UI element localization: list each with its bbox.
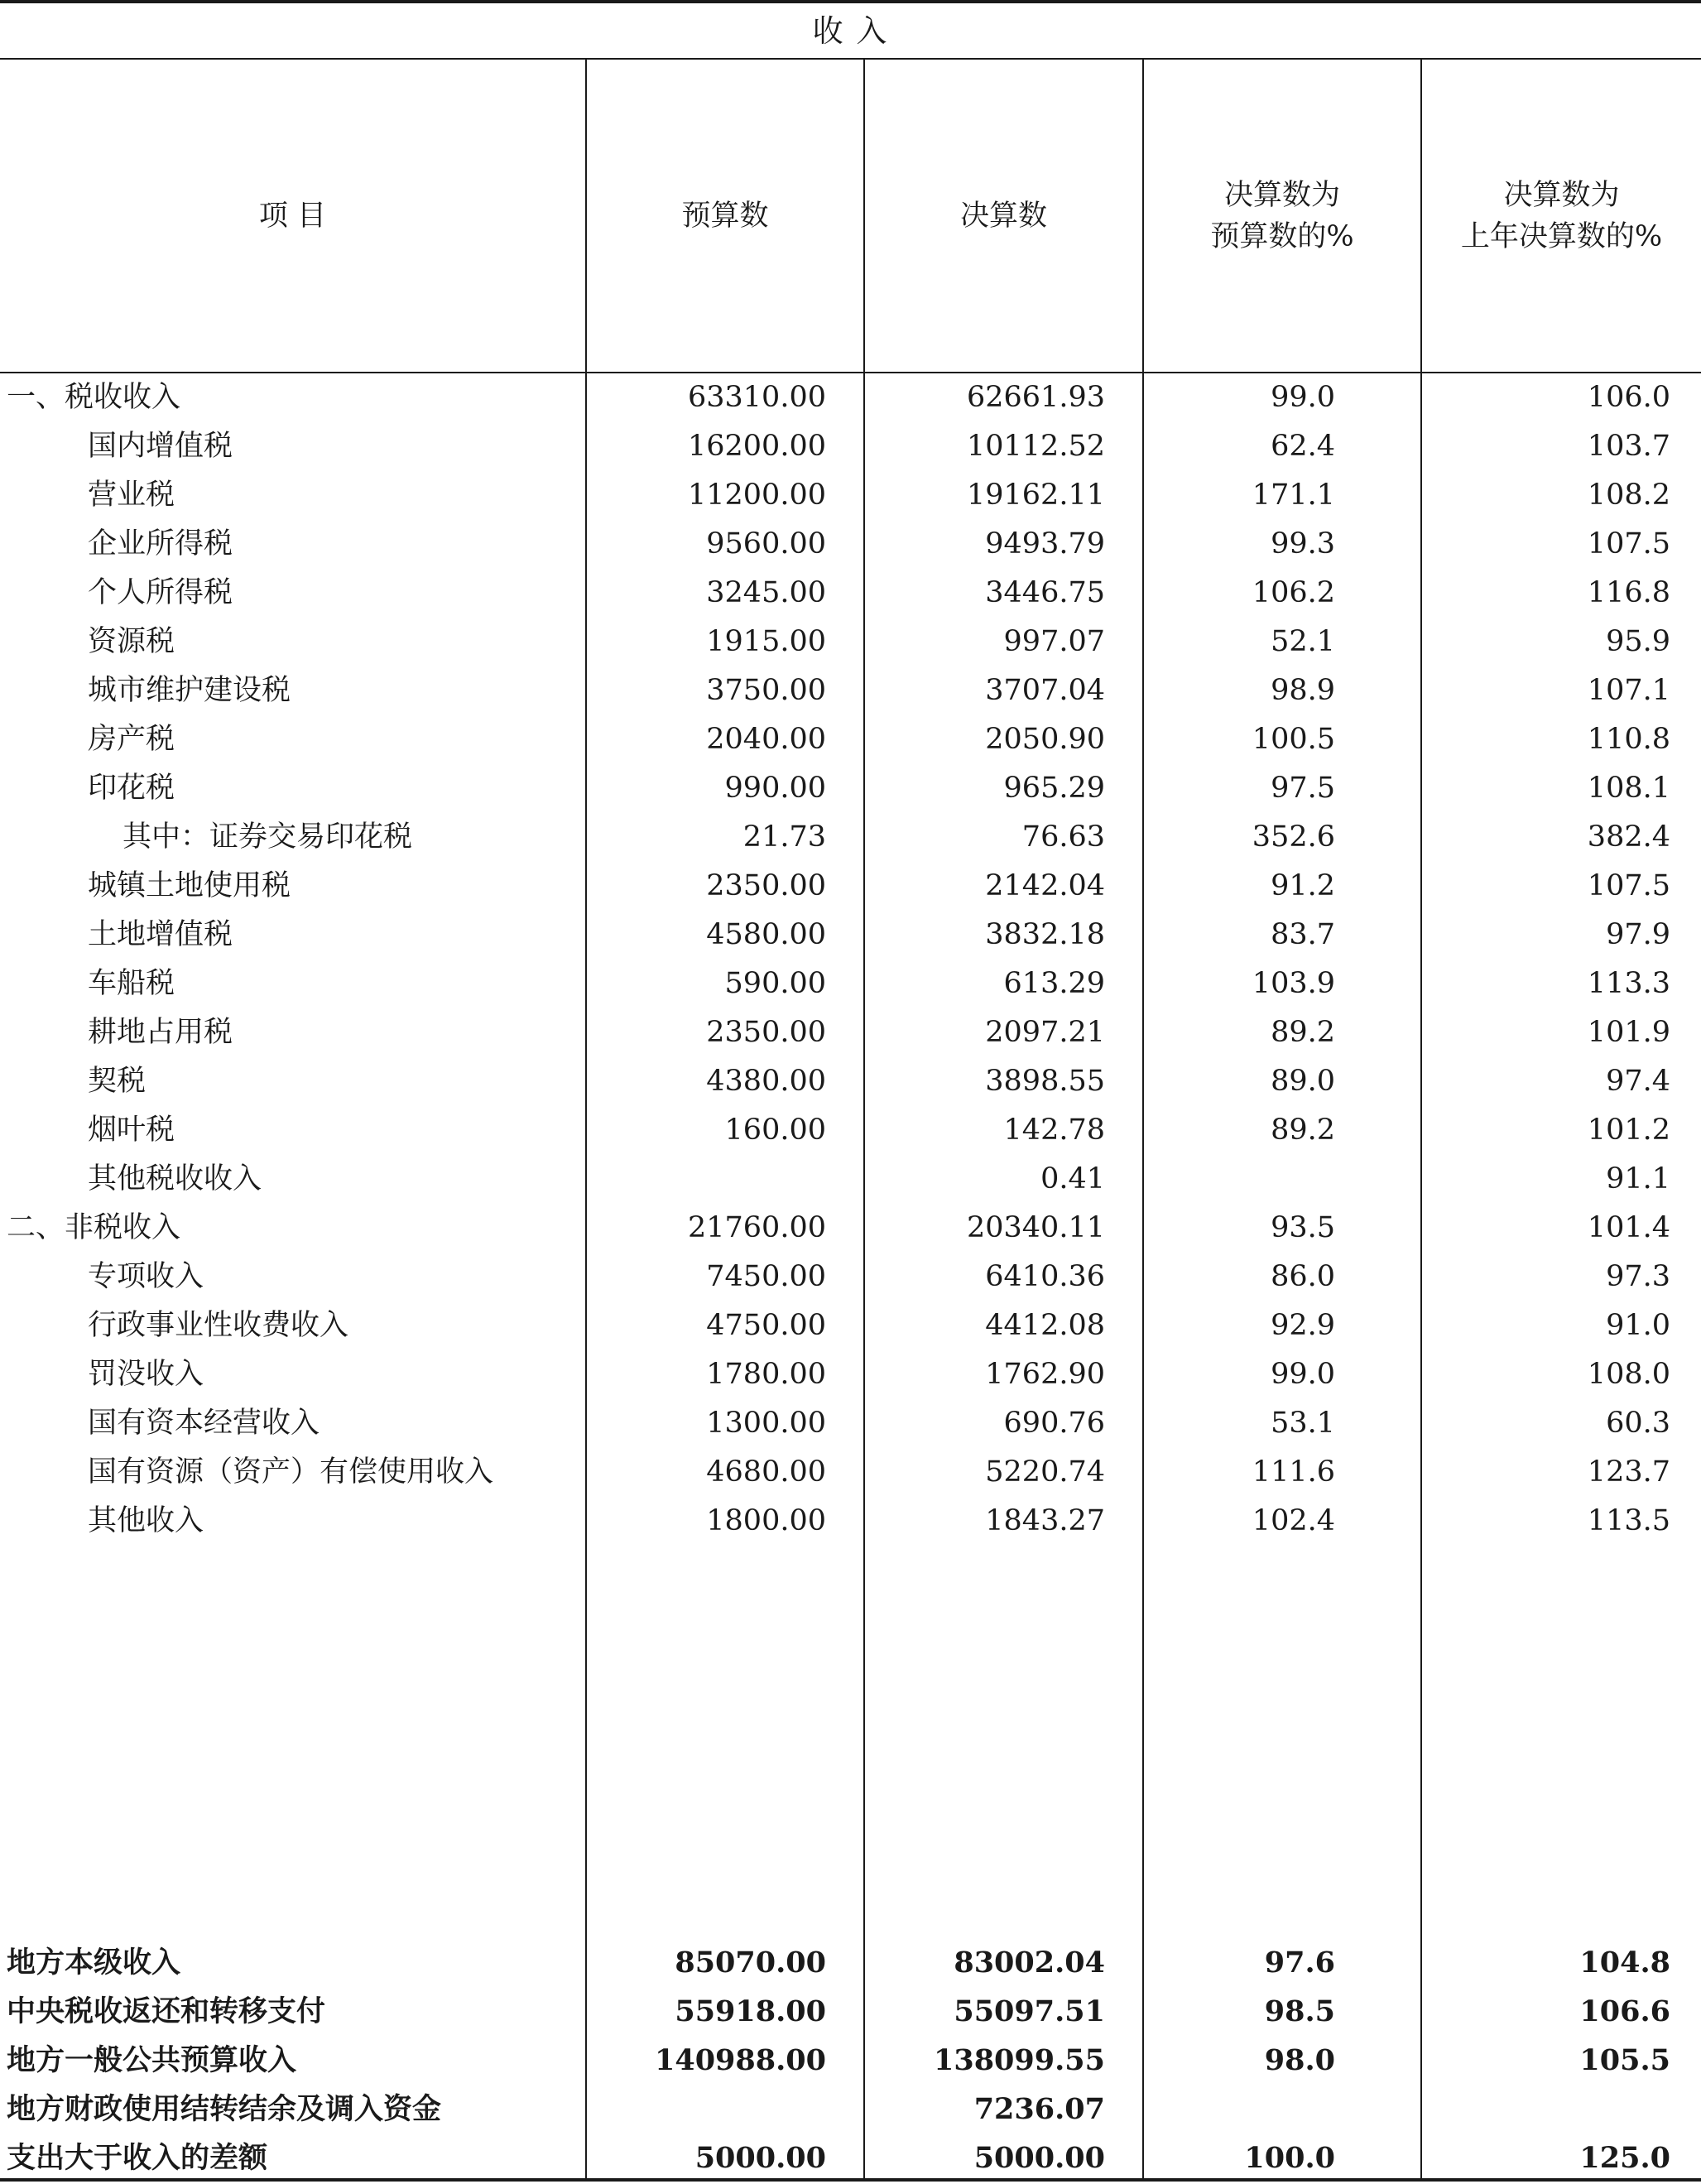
cell-pct-prev: 107.5	[1587, 869, 1670, 902]
total-row	[0, 2133, 1701, 2182]
table-row	[0, 1448, 1701, 1497]
cell-budget: 63310.00	[687, 381, 826, 414]
cell-final: 4412.08	[985, 1309, 1105, 1342]
table-row	[0, 422, 1701, 471]
cell-budget: 2350.00	[706, 869, 826, 902]
header-final	[865, 60, 1142, 373]
row-label: 其他收入	[88, 1504, 204, 1537]
row-label: 国有资本经营收入	[88, 1407, 320, 1440]
table-row	[0, 373, 1701, 422]
row-label: 车船税	[88, 967, 175, 1000]
row-label: 城市维护建设税	[88, 674, 291, 707]
row-label: 地方本级收入	[7, 1946, 181, 1980]
table-row	[0, 1301, 1701, 1350]
row-label: 烟叶税	[88, 1114, 175, 1147]
cell-final: 3446.75	[985, 576, 1105, 609]
row-label: 中央税收返还和转移支付	[7, 1994, 326, 2028]
cell-pct-budget: 89.2	[1271, 1016, 1335, 1049]
cell-budget: 1800.00	[706, 1504, 826, 1537]
table-row	[0, 1204, 1701, 1253]
row-label: 城镇土地使用税	[88, 869, 291, 902]
table-row	[0, 960, 1701, 1008]
cell-final: 55097.51	[954, 1994, 1105, 2028]
cell-pct-prev: 107.5	[1587, 527, 1670, 560]
cell-pct-budget: 100.0	[1244, 2141, 1335, 2175]
cell-pct-prev: 105.5	[1579, 2043, 1670, 2077]
cell-final: 7236.07	[973, 2092, 1105, 2126]
cell-pct-prev: 108.0	[1587, 1358, 1670, 1391]
cell-pct-prev: 108.1	[1587, 772, 1670, 805]
table-row	[0, 862, 1701, 911]
cell-final: 83002.04	[954, 1946, 1105, 1980]
cell-pct-budget: 98.5	[1264, 1994, 1335, 2028]
header-pct-budget-line1: 决算数为	[1223, 179, 1340, 212]
cell-pct-budget: 98.0	[1264, 2043, 1335, 2077]
cell-final: 997.07	[1003, 625, 1105, 658]
cell-pct-budget: 97.5	[1271, 772, 1335, 805]
cell-pct-budget: 99.0	[1271, 381, 1335, 414]
header-pct-prev-line1: 决算数为	[1503, 179, 1620, 212]
cell-final: 6410.36	[985, 1260, 1105, 1293]
cell-budget: 55918.00	[675, 1994, 826, 2028]
cell-pct-prev: 104.8	[1579, 1946, 1670, 1980]
cell-final: 3707.04	[985, 674, 1105, 707]
table-row	[0, 666, 1701, 715]
cell-pct-prev: 60.3	[1606, 1407, 1670, 1440]
table-row	[0, 911, 1701, 960]
row-label: 企业所得税	[88, 527, 233, 560]
cell-pct-prev: 113.3	[1587, 967, 1670, 1000]
cell-final: 2097.21	[985, 1016, 1105, 1049]
cell-pct-budget: 91.2	[1271, 869, 1335, 902]
row-label: 土地增值税	[88, 918, 233, 951]
cell-pct-budget: 103.9	[1252, 967, 1335, 1000]
total-row	[0, 1987, 1701, 2036]
cell-pct-prev: 110.8	[1587, 723, 1670, 756]
header-item-label: 项 目	[258, 200, 327, 233]
cell-budget: 4750.00	[706, 1309, 826, 1342]
cell-pct-prev: 113.5	[1587, 1504, 1670, 1537]
header-budget	[587, 60, 863, 373]
row-label: 耕地占用税	[88, 1016, 233, 1049]
cell-final: 0.41	[1040, 1162, 1105, 1195]
cell-pct-budget: 86.0	[1271, 1260, 1335, 1293]
cell-budget: 2350.00	[706, 1016, 826, 1049]
row-label: 资源税	[88, 625, 175, 658]
table-row	[0, 715, 1701, 764]
cell-budget: 4680.00	[706, 1455, 826, 1489]
cell-final: 62661.93	[966, 381, 1105, 414]
cell-budget: 590.00	[724, 967, 826, 1000]
header-pct-prev-line2: 上年决算数的%	[1460, 220, 1663, 253]
cell-pct-budget: 99.0	[1271, 1358, 1335, 1391]
row-label: 契税	[88, 1065, 147, 1098]
row-label: 个人所得税	[88, 576, 233, 609]
cell-budget: 16200.00	[687, 430, 826, 463]
cell-pct-budget: 62.4	[1271, 430, 1335, 463]
table-row	[0, 1155, 1701, 1204]
row-label: 罚没收入	[88, 1358, 204, 1391]
cell-pct-prev: 116.8	[1587, 576, 1670, 609]
cell-pct-budget: 52.1	[1271, 625, 1335, 658]
cell-pct-budget: 352.6	[1252, 820, 1335, 854]
cell-final: 2050.90	[985, 723, 1105, 756]
cell-budget: 140988.00	[654, 2043, 826, 2077]
table-title: 收 入	[812, 13, 889, 49]
cell-pct-prev: 106.6	[1579, 1994, 1670, 2028]
cell-pct-prev: 97.4	[1606, 1065, 1670, 1098]
row-label: 专项收入	[88, 1260, 204, 1293]
cell-final: 3832.18	[985, 918, 1105, 951]
cell-pct-budget: 111.6	[1252, 1455, 1335, 1489]
cell-pct-prev: 123.7	[1587, 1455, 1670, 1489]
table-row	[0, 1399, 1701, 1448]
bottom-rule	[0, 2178, 1701, 2182]
cell-final: 5220.74	[985, 1455, 1105, 1489]
header-pct-budget-line2: 预算数的%	[1210, 220, 1354, 253]
cell-pct-budget: 93.5	[1271, 1211, 1335, 1244]
cell-pct-prev: 101.4	[1587, 1211, 1670, 1244]
row-label: 地方财政使用结转结余及调入资金	[7, 2092, 442, 2126]
cell-budget: 5000.00	[694, 2141, 826, 2175]
cell-budget: 1915.00	[706, 625, 826, 658]
cell-budget: 3245.00	[706, 576, 826, 609]
cell-pct-budget: 99.3	[1271, 527, 1335, 560]
cell-pct-prev: 101.9	[1587, 1016, 1670, 1049]
cell-pct-budget: 83.7	[1271, 918, 1335, 951]
cell-budget: 11200.00	[687, 479, 826, 512]
table-row	[0, 764, 1701, 813]
total-row	[0, 2036, 1701, 2085]
header-budget-label: 预算数	[681, 200, 769, 233]
cell-final: 690.76	[1003, 1407, 1105, 1440]
cell-budget: 160.00	[724, 1114, 826, 1147]
cell-pct-prev: 382.4	[1587, 820, 1670, 854]
table-row	[0, 471, 1701, 520]
table-row	[0, 1350, 1701, 1399]
cell-pct-budget: 171.1	[1252, 479, 1335, 512]
table-row	[0, 520, 1701, 569]
table-row	[0, 1106, 1701, 1155]
cell-final: 1762.90	[985, 1358, 1105, 1391]
table-row	[0, 569, 1701, 618]
row-label: 印花税	[88, 772, 175, 805]
cell-final: 138099.55	[933, 2043, 1105, 2077]
cell-budget: 4380.00	[706, 1065, 826, 1098]
cell-budget: 1300.00	[706, 1407, 826, 1440]
cell-pct-prev: 103.7	[1587, 430, 1670, 463]
cell-budget: 7450.00	[706, 1260, 826, 1293]
cell-pct-prev: 106.0	[1587, 381, 1670, 414]
row-label: 行政事业性收费收入	[88, 1309, 349, 1342]
row-label: 一、税收收入	[7, 381, 181, 414]
cell-budget: 1780.00	[706, 1358, 826, 1391]
cell-final: 2142.04	[985, 869, 1105, 902]
row-label: 房产税	[88, 723, 175, 756]
cell-final: 10112.52	[966, 430, 1105, 463]
cell-final: 5000.00	[973, 2141, 1105, 2175]
total-row	[0, 2085, 1701, 2133]
row-label: 营业税	[88, 479, 175, 512]
cell-final: 1843.27	[985, 1504, 1105, 1537]
cell-pct-prev: 125.0	[1579, 2141, 1670, 2175]
row-label: 支出大于收入的差额	[7, 2141, 268, 2175]
cell-final: 76.63	[1021, 820, 1105, 854]
cell-final: 3898.55	[985, 1065, 1105, 1098]
cell-pct-budget: 97.6	[1264, 1946, 1335, 1980]
cell-budget: 2040.00	[706, 723, 826, 756]
row-label: 其中：证券交易印花税	[123, 820, 413, 854]
cell-budget: 21760.00	[687, 1211, 826, 1244]
cell-final: 20340.11	[966, 1211, 1105, 1244]
header-item	[0, 60, 585, 373]
row-label: 国内增值税	[88, 430, 233, 463]
cell-budget: 21.73	[742, 820, 826, 854]
cell-pct-budget: 106.2	[1252, 576, 1335, 609]
cell-pct-prev: 95.9	[1606, 625, 1670, 658]
cell-pct-prev: 107.1	[1587, 674, 1670, 707]
total-row	[0, 1938, 1701, 1987]
table-row	[0, 1057, 1701, 1106]
table-row	[0, 1008, 1701, 1057]
cell-pct-prev: 108.2	[1587, 479, 1670, 512]
cell-pct-prev: 97.3	[1606, 1260, 1670, 1293]
row-label: 二、非税收入	[7, 1211, 181, 1244]
cell-pct-prev: 101.2	[1587, 1114, 1670, 1147]
header-pct-budget	[1144, 60, 1420, 373]
cell-budget: 9560.00	[706, 527, 826, 560]
cell-final: 965.29	[1003, 772, 1105, 805]
cell-pct-prev: 91.1	[1606, 1162, 1670, 1195]
cell-pct-budget: 89.2	[1271, 1114, 1335, 1147]
cell-final: 19162.11	[966, 479, 1105, 512]
header-pct-prev	[1422, 60, 1701, 373]
table-row	[0, 813, 1701, 862]
cell-final: 142.78	[1003, 1114, 1105, 1147]
cell-budget: 85070.00	[675, 1946, 826, 1980]
row-label: 地方一般公共预算收入	[7, 2043, 297, 2077]
cell-pct-budget: 102.4	[1252, 1504, 1335, 1537]
top-rule	[0, 0, 1701, 3]
cell-budget: 3750.00	[706, 674, 826, 707]
cell-final: 613.29	[1003, 967, 1105, 1000]
cell-pct-budget: 100.5	[1252, 723, 1335, 756]
cell-pct-budget: 92.9	[1271, 1309, 1335, 1342]
table-row	[0, 1253, 1701, 1301]
cell-pct-budget: 53.1	[1271, 1407, 1335, 1440]
cell-pct-budget: 98.9	[1271, 674, 1335, 707]
table-row	[0, 618, 1701, 666]
cell-pct-budget: 89.0	[1271, 1065, 1335, 1098]
cell-pct-prev: 91.0	[1606, 1309, 1670, 1342]
cell-budget: 4580.00	[706, 918, 826, 951]
row-label: 其他税收收入	[88, 1162, 262, 1195]
cell-pct-prev: 97.9	[1606, 918, 1670, 951]
cell-budget: 990.00	[724, 772, 826, 805]
table-row	[0, 1497, 1701, 1546]
cell-final: 9493.79	[985, 527, 1105, 560]
row-label: 国有资源（资产）有偿使用收入	[88, 1455, 494, 1489]
header-final-label: 决算数	[959, 200, 1047, 233]
